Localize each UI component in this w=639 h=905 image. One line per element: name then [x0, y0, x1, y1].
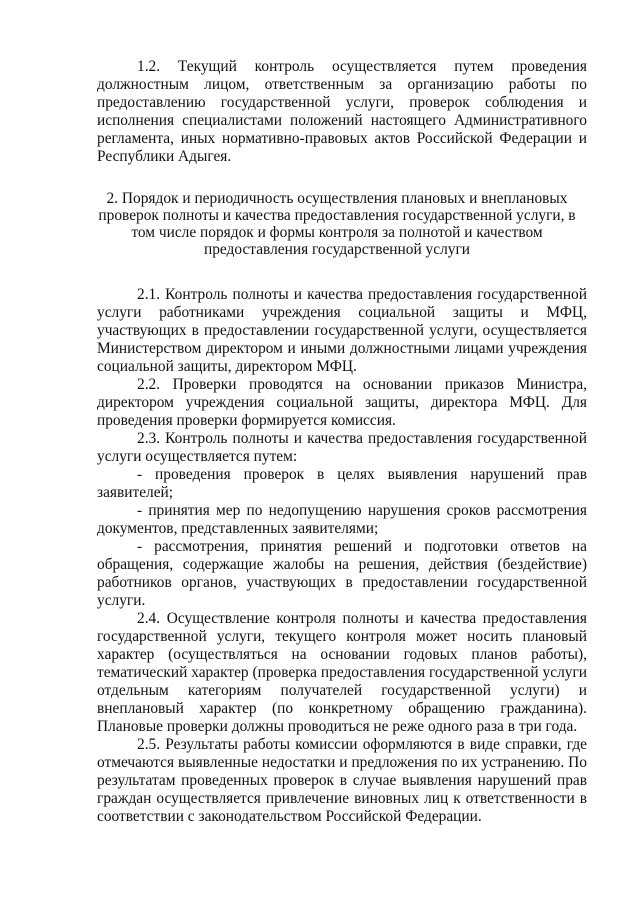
list-item-deadlines: - принятия мер по недопущению нарушения сроков рассмотрения документов, представленных заявителями;	[97, 502, 587, 537]
paragraph-2-1: 2.1. Контроль полноты и качества предоставления государственной услуги работниками учреждения социальной защиты и МФЦ, участвующих в предоставлении государственной услуги, осуществляется Министерством директором и иными должностными лицами учреждения социальной защиты, директором МФЦ.	[97, 286, 587, 375]
paragraph-2-2: 2.2. Проверки проводятся на основании приказов Министра, директором учреждения социальной защиты, директора МФЦ. Для проведения проверки формируется комиссия.	[97, 376, 587, 429]
section-2-heading	[97, 190, 577, 258]
section-2-heading-line: предоставления государственной услуги	[203, 241, 470, 258]
paragraph-2-4: 2.4. Осуществление контроля полноты и качества предоставления государственной услуги, текущего контроля может носить плановый характер (осуществляться на основании годовых планов работы), тематический характер (проверка предоставления государственной услуги отдельным категориям получателей государственной услуги) и внеплановый характер (по конкретному обращению гражданина). Плановые проверки должны проводиться не реже одного раза в три года.	[97, 610, 587, 735]
paragraph-1-2: 1.2. Текущий контроль осуществляется путем проведения должностным лицом, ответственным за организацию работы по предоставлению государственной услуги, проверок соблюдения и исполнения специалистами положений настоящего Административного регламента, иных нормативно-правовых актов Российской Федерации и Республики Адыгея.	[97, 58, 587, 165]
paragraph-2-3: 2.3. Контроль полноты и качества предоставления государственной услуги осуществляется путем:	[97, 430, 587, 465]
list-item-complaints: - рассмотрения, принятия решений и подготовки ответов на обращения, содержащие жалобы на решения, действия (бездействие) работников органов, участвующих в предоставлении государственной услуги.	[97, 538, 587, 609]
list-item-violations: - проведения проверок в целях выявления нарушений прав заявителей;	[97, 466, 587, 501]
section-2-heading-line: 2. Порядок и периодичность осуществления плановых и внеплановых	[106, 190, 568, 207]
section-2-heading-line: том числе порядок и формы контроля за полнотой и качеством	[131, 224, 543, 241]
section-2-heading-line: проверок полноты и качества предоставления государственной услуги, в	[98, 207, 576, 224]
paragraph-2-5: 2.5. Результаты работы комиссии оформляются в виде справки, где отмечаются выявленные недостатки и предложения по их устранению. По результатам проведенных проверок в случае выявления нарушений прав граждан осуществляется привлечение виновных лиц к ответственности в соответствии с законодательством Российской Федерации.	[97, 736, 587, 825]
